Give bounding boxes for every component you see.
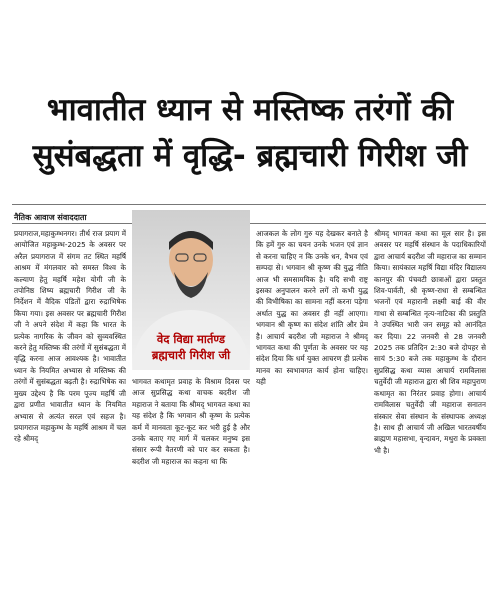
article-column-1: प्रयागराज,महाकुम्भनगर। तीर्थ राज प्रयाग में आयोजित महाकुम्भ-2025 के अवसर पर अरैल प्रयागराज में संगम तट स्थित महर्षि आश्रम में मंगलवार को समस्त विश्व के कल्याण हेतु महर्षि महेश योगी जी के तपोनिष्ठ शिष्य ब्रह्मचारी गिरीश जी के निर्देशन में वैदिक पंडितों द्वारा रुद्राभिषेक किया गया। इस अवसर पर ब्रह्मचारी गिरीश जी ने अपने संदेश में कहा कि भारत के प्रत्येक नागरिक के जीवन को सुव्यवस्थित करने हेतु मस्तिष्क की तरंगों में सुसंबद्धता में वृद्धि करना आज आवश्यक है। भावातीत ध्यान के नियमित अभ्यास से मस्तिष्क की तरंगों में सुसंबद्धता बढ़ती है। रुद्राभिषेक का मुख्य उद्देश्य है कि परम पूज्य महर्षि जी द्वारा प्रणीत भावातीत ध्यान के नियमित अभ्यास से अत्यंत सरल एवं सहज है। प्रयागराज महाकुम्भ के महर्षि आश्रम में चल रहे श्रीमद् [14,229,126,444]
portrait-photo [132,210,250,370]
article-column-3: आजकल के लोग गुरु यह देखकर बनाते है कि हमें गुरु का चयन उनके भजन एवं ज्ञान से करना चाहिए न कि उनके धन, वैभव एवं सम्पदा से। भगवान श्री कृष्ण की युद्ध नीति आज भी समसामयिक है। यदि सभी राष्ट्र इसका अनुपालन करने लगें तो कभी युद्ध की विभीषिका का सामना नहीं करना पड़ेगा अर्थात युद्ध का अवसर ही नहीं आएगा। भगवान श्री कृष्ण का संदेश शांति और प्रेम है। आचार्य बदरीश जी महाराज ने श्रीमद् भागवत कथा की पूर्णता के अवसर पर यह संदेश दिया कि धर्म युक्त आचरण ही प्रत्येक मानव का स्वभावगत कार्य होना चाहिए। यही [256,229,368,387]
photo-caption-line-1: वेद विद्या मार्तण्ड [156,332,226,346]
article-headline [0,88,500,178]
headline-rule [12,204,486,205]
byline: नैतिक आवाज संवाददाता [14,213,87,222]
article-column-2: भागवत कथामृत प्रवाह के विश्राम दिवस पर आज सुप्रसिद्ध कथा वाचक बदरीश जी महाराज ने बताया कि श्रीमद् भागवत कथा का यह संदेश है कि भगवान श्री कृष्ण के प्रत्येक कर्म में मानवता कूट-कूट कर भरी हुई है और उनके बताए गए मार्ग में चलकर मनुष्य इस संसार रूपी वैतरणी को पार कर सकता है। बदरीश जी महाराज का कहना था कि [132,377,250,466]
headline-line-1: भावातीत ध्यान से मस्तिष्क तरंगों की [46,92,454,128]
article-column-4: श्रीमद् भागवत कथा का मूल सार है। इस अवसर पर महर्षि संस्थान के पदाधिकारियों द्वारा आचार्य बदरीश जी महाराज का सम्मान किया। सायंकाल महर्षि विद्या मंदिर विद्यालय कानपुर की पंचवटी छात्राओं द्वारा प्रस्तुत शिव-पार्वती, श्री कृष्ण-राधा से सम्बन्धित भजनों एवं महारानी लक्ष्मी बाई की वीर गाथा से सम्बन्धित नृत्य-नाटिका की प्रस्तुति ने उपस्थित भारी जन समूह को आनंदित कर दिया। 22 जनवरी से 28 जनवरी 2025 तक प्रतिदिन 2:30 बजे दोपहर से सायं 5:30 बजे तक महाकुम्भ के दौरान सुप्रसिद्ध कथा व्यास आचार्य रामविलास चतुर्वेदी जी महाराज द्वारा श्री शिव महापुराण कथामृत का निरंतर प्रवाह होगा। आचार्य रामविलास चतुर्वेदी जी महाराज सनातन संस्कार सेवा संस्थान के संस्थापक अध्यक्ष है। साथ ही आचार्य जी अखिल भारतवर्षीय ब्राह्मण महासभा, वृन्दावन, मथुरा के प्रवक्ता भी है। [374,229,486,455]
headline-line-2: सुसंबद्धता में वृद्धि- ब्रह्मचारी गिरीश जी [32,138,468,174]
photo-caption-line-2: ब्रह्मचारी गिरीश जी [151,348,231,362]
